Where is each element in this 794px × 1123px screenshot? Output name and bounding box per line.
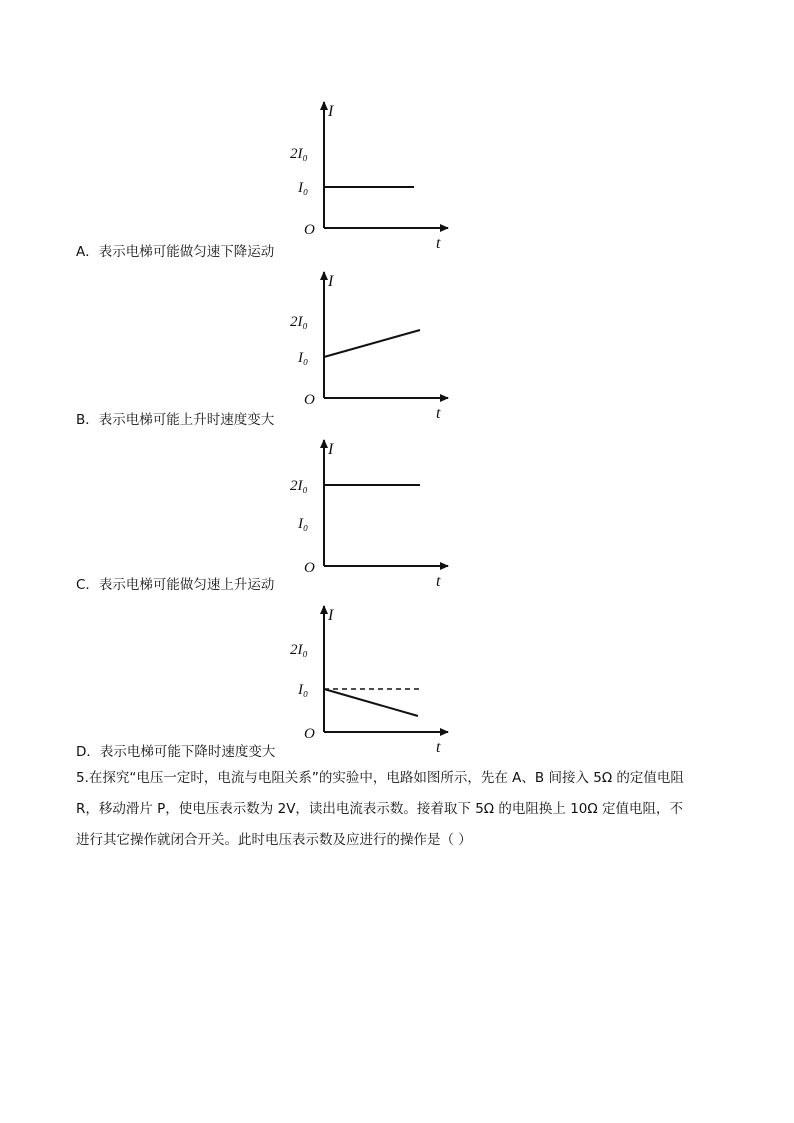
- tick-label-2i0: 2I₀: [290, 642, 308, 658]
- graph-d: [286, 600, 456, 760]
- option-c-label: C．表示电梯可能做匀速上升运动: [76, 577, 275, 593]
- x-axis-label: t: [436, 235, 441, 252]
- option-a-label: A．表示电梯可能做匀速下降运动: [76, 244, 275, 260]
- tick-label-i0: I₀: [298, 180, 309, 196]
- tick-label-i0: I₀: [298, 682, 309, 698]
- graph-c: [286, 434, 456, 594]
- origin-label: O: [304, 392, 315, 408]
- y-axis-label: I: [328, 273, 334, 290]
- y-axis-label: I: [328, 607, 334, 624]
- origin-label: O: [304, 726, 315, 742]
- graph-b: [286, 266, 456, 426]
- tick-label-2i0: 2I₀: [290, 478, 308, 494]
- tick-label-i0: I₀: [298, 516, 309, 532]
- graph-a: [286, 96, 456, 256]
- origin-label: O: [304, 222, 315, 238]
- question-5-line-3: 进行其它操作就闭合开关。此时电压表示数及应进行的操作是（ ）: [76, 832, 472, 848]
- x-axis-label: t: [436, 405, 441, 422]
- tick-label-i0: I₀: [298, 350, 309, 366]
- question-5-line-1: 5.在探究“电压一定时，电流与电阻关系”的实验中，电路如图所示，先在 A、B 间接入 5Ω 的定值电阻: [76, 770, 684, 786]
- x-axis-label: t: [436, 573, 441, 590]
- origin-label: O: [304, 560, 315, 576]
- y-axis-label: I: [328, 441, 334, 458]
- option-b-label: B．表示电梯可能上升时速度变大: [76, 412, 275, 428]
- y-axis-label: I: [328, 103, 334, 120]
- current-line: [324, 330, 420, 357]
- tick-label-2i0: 2I₀: [290, 146, 308, 162]
- question-5-line-2: R，移动滑片 P，使电压表示数为 2V，读出电流表示数。接着取下 5Ω 的电阻换上 10Ω 定值电阻，不: [76, 801, 683, 817]
- current-line: [324, 689, 418, 716]
- question-5: [76, 763, 726, 856]
- option-d-label: D．表示电梯可能下降时速度变大: [76, 744, 276, 760]
- tick-label-2i0: 2I₀: [290, 314, 308, 330]
- x-axis-label: t: [436, 739, 441, 756]
